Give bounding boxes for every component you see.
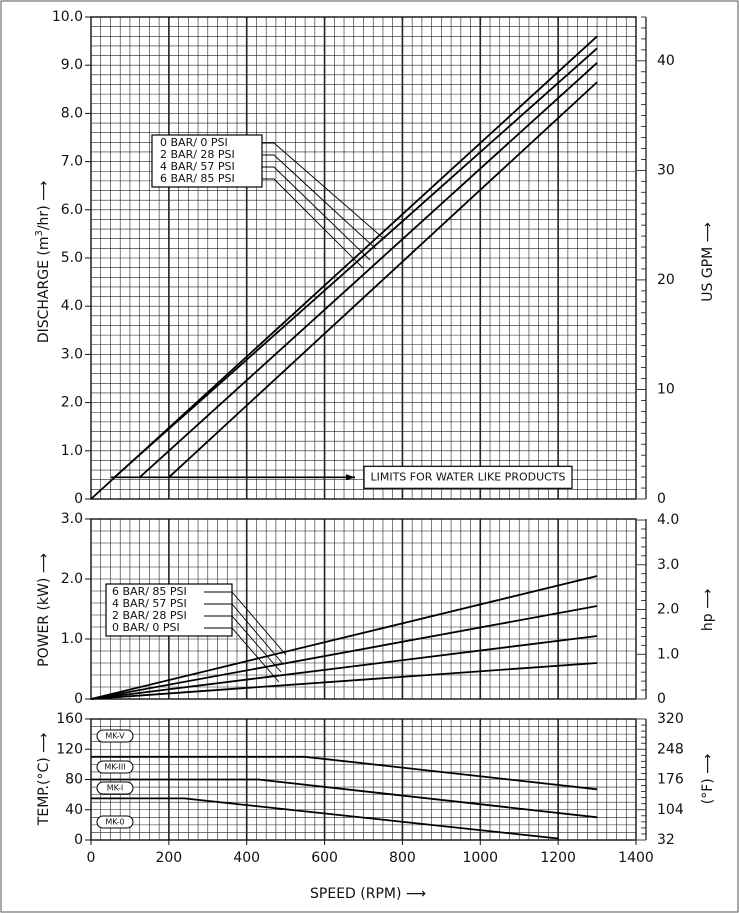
- legend-label: 0 BAR/ 0 PSI: [160, 136, 228, 149]
- y-tick-label: 2.0: [60, 571, 83, 587]
- y2-tick-label: 10: [657, 381, 675, 398]
- legend-label: 4 BAR/ 57 PSI: [160, 160, 235, 173]
- legend-badge-label: MK-0: [105, 817, 125, 827]
- y2-axis-label: (°F) ⟶: [700, 753, 716, 805]
- y-tick-label: 3.0: [60, 511, 83, 527]
- y2-tick-label: 320: [657, 711, 684, 727]
- y-tick-label: 80: [65, 771, 83, 788]
- y-tick-label: 10.0: [51, 9, 83, 25]
- legend-badge-label: MK-III: [104, 762, 126, 772]
- y2-axis-label: hp ⟶: [700, 588, 716, 632]
- y-tick-label: 2.0: [60, 394, 83, 411]
- y2-tick-label: 20: [657, 271, 675, 288]
- x-tick-label: 1400: [618, 850, 654, 866]
- y-tick-label: 40: [65, 801, 83, 818]
- y2-tick-label: 2.0: [657, 601, 680, 618]
- y-tick-label: 8.0: [60, 105, 83, 122]
- x-tick-label: 600: [311, 850, 338, 866]
- legend-badge-label: MK-V: [105, 731, 125, 741]
- legend-label: 2 BAR/ 28 PSI: [112, 609, 187, 622]
- y2-tick-label: 176: [657, 771, 684, 788]
- legend-label: 4 BAR/ 57 PSI: [112, 597, 187, 610]
- legend-label: 0 BAR/ 0 PSI: [112, 621, 180, 634]
- y2-tick-label: 1.0: [657, 646, 680, 663]
- y2-axis-label: US GPM ⟶: [700, 222, 716, 302]
- y2-tick-label: 248: [657, 741, 684, 758]
- y-tick-label: 4.0: [60, 298, 83, 315]
- y-axis-label: TEMP.(°C) ⟶: [36, 732, 52, 826]
- y-tick-label: 0: [74, 832, 83, 848]
- legend-badge-label: MK-I: [106, 783, 124, 793]
- legend-label: 6 BAR/ 85 PSI: [160, 172, 235, 185]
- x-tick-label: 200: [155, 850, 183, 866]
- y2-tick-label: 3.0: [657, 556, 680, 573]
- y-tick-label: 120: [56, 741, 83, 758]
- y-tick-label: 3.0: [60, 346, 83, 363]
- y-tick-label: 6.0: [60, 201, 83, 218]
- y-tick-label: 9.0: [60, 57, 83, 74]
- y-tick-label: 1.0: [60, 442, 83, 459]
- y2-tick-label: 104: [657, 801, 684, 818]
- y-axis-label: POWER (kW) ⟶: [36, 553, 52, 667]
- x-axis-label: SPEED (RPM) ⟶: [310, 886, 426, 902]
- y2-tick-label: 0: [657, 691, 666, 707]
- y2-tick-label: 32: [657, 832, 675, 848]
- limit-annotation: LIMITS FOR WATER LIKE PRODUCTS: [370, 470, 566, 484]
- legend-label: 2 BAR/ 28 PSI: [160, 148, 235, 161]
- y-tick-label: 7.0: [60, 153, 83, 170]
- y-tick-label: 1.0: [60, 631, 83, 647]
- y2-tick-label: 40: [657, 52, 675, 69]
- x-tick-label: 1000: [462, 850, 499, 866]
- x-tick-label: 800: [389, 850, 416, 866]
- y-tick-label: 5.0: [60, 250, 83, 266]
- x-tick-label: 400: [233, 850, 261, 866]
- y-tick-label: 0: [74, 691, 83, 707]
- y-tick-label: 0: [74, 491, 83, 507]
- y-tick-label: 160: [56, 711, 83, 727]
- x-tick-label: 1200: [540, 850, 576, 866]
- x-tick-label: 0: [86, 850, 96, 866]
- y2-tick-label: 4.0: [657, 512, 680, 529]
- y-axis-label: DISCHARGE $(m^3/hr)$ ⟶: [33, 180, 52, 344]
- legend-label: 6 BAR/ 85 PSI: [112, 585, 187, 598]
- y2-tick-label: 30: [657, 162, 675, 179]
- y2-tick-label: 0: [657, 491, 666, 507]
